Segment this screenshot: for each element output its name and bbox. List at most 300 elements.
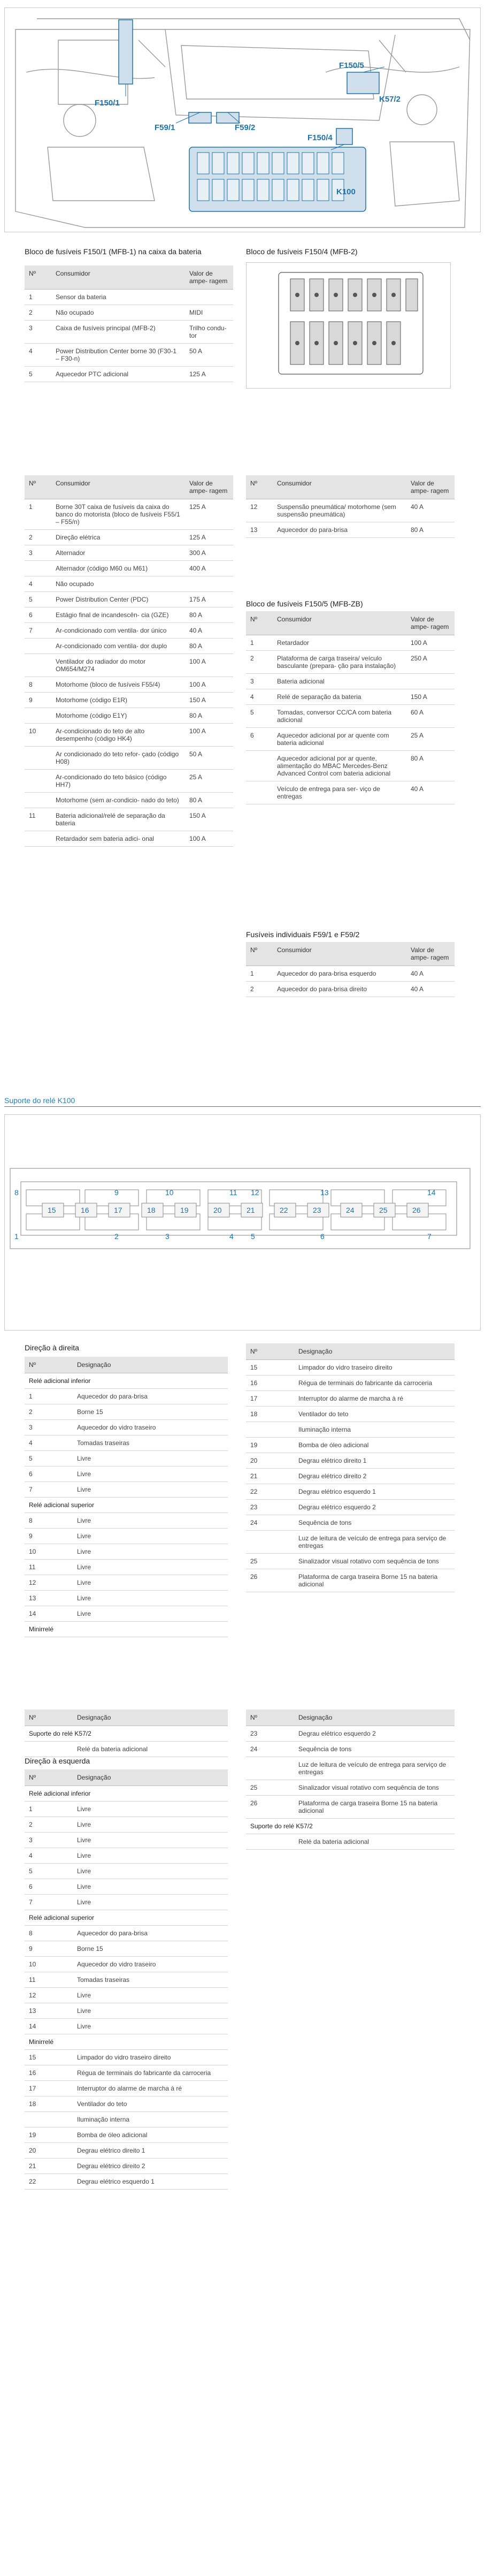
table-row [25,677,233,693]
table-cell: Livre [73,1895,228,1910]
table-cell: 22 [25,2174,73,2190]
table-cell: 250 A [406,651,455,674]
table-cell: 7 [25,1895,73,1910]
table-cell: Sequência de tons [294,1515,455,1531]
table-cell: Não ocupado [51,576,185,592]
table-cell: Aquecedor do para-brisa [273,522,406,538]
table-cell: 20 [246,1453,294,1469]
right-drive-heading: Direção à direita [25,1343,79,1352]
f59-1-fuse [189,112,211,123]
table-row [246,1757,455,1780]
table-cell: 23 [246,1500,294,1515]
f59-table [246,942,455,997]
table-header: Nº Designação [246,1343,455,1360]
table-cell: 100 A [406,635,455,651]
table-cell: Relé da bateria adicional [294,1834,455,1850]
table-row [246,1834,455,1850]
table-row [25,1373,228,1389]
left-drive-relay-table [25,1769,228,2190]
relay-number-mini: 23 [313,1206,321,1214]
table-row [246,751,455,781]
table-cell: 13 [25,1591,73,1606]
table-cell: Limpador do vidro traseiro direito [73,2050,228,2065]
table-cell: 17 [25,2081,73,2096]
table-row [25,1591,228,1606]
table-row [25,1833,228,1848]
table-header: Nº Consumidor Valor de ampe- ragem [246,942,455,966]
table-row [25,1560,228,1575]
table-cell: Livre [73,2019,228,2034]
table-cell: 8 [25,1513,73,1529]
table-row [246,674,455,689]
label-k57-2: K57/2 [379,95,401,104]
table-cell: 5 [246,705,273,728]
table-cell: 10 [25,724,51,747]
table-cell: Degrau elétrico direito 2 [294,1469,455,1484]
table-cell: Aquecedor do para-brisa [73,1389,228,1404]
table-row [246,982,455,997]
table-row [246,651,455,674]
table-cell: 22 [246,1484,294,1500]
table-cell: 80 A [406,522,455,538]
table-cell [185,290,233,305]
table-cell: Borne 15 [73,1404,228,1420]
table-cell: 40 A [406,982,455,997]
table-cell: Livre [73,1575,228,1591]
table-row [25,1529,228,1544]
table-cell: Motorhome (sem ar-condicio- nado do teto) [51,793,185,808]
table-cell: 125 A [185,367,233,382]
table-row [25,2143,228,2159]
table-cell: Bateria adicional/relé de separação da bateria [51,808,185,831]
table-cell: Sensor da bateria [51,290,185,305]
table-row [246,1515,455,1531]
f150-5-table [246,611,455,804]
relay-number-lower: 6 [320,1232,325,1241]
table-cell: Power Distribution Center borne 30 (F30-1 – F30-n) [51,344,185,367]
f150-1-heading: Bloco de fusíveis F150/1 (MFB-1) na caixa da bateria [25,247,202,256]
table-cell: Livre [73,1560,228,1575]
table-cell: Interruptor do alarme de marcha à ré [73,2081,228,2096]
table-cell: 15 [246,1360,294,1376]
table-cell: Tomadas traseiras [73,1435,228,1451]
table-row [25,693,233,708]
table-cell: 11 [25,1560,73,1575]
table-cell: Iluminação interna [294,1422,455,1438]
table-cell: 125 A [185,499,233,530]
table-row [246,1569,455,1592]
section-label: Minirrelé [25,1622,228,1637]
table-cell: Livre [73,1513,228,1529]
table-row [25,1622,228,1637]
table-cell [25,831,51,847]
table-cell: 40 A [406,781,455,804]
table-cell: Livre [73,1988,228,2003]
table-row [246,1407,455,1422]
table-cell: 4 [246,689,273,705]
f150-5-heading: Bloco de fusíveis F150/5 (MFB-ZB) [246,599,363,608]
relay-number-lower: 2 [114,1232,119,1241]
table-header: Nº Consumidor Valor de ampe- ragem [25,265,233,290]
table-cell: 25 A [185,770,233,793]
table-cell: Aquecedor do para-brisa [73,1926,228,1941]
table-row [25,1482,228,1498]
table-cell: 6 [246,728,273,751]
table-row [25,2003,228,2019]
relay-number-mini: 26 [412,1206,421,1214]
table-cell: 16 [25,2065,73,2081]
table-row [246,522,455,538]
table-cell: Suspensão pneumática/ motorhome (sem suspensão pneumática) [273,499,406,522]
table-cell: 5 [25,592,51,607]
table-cell: 20 [25,2143,73,2159]
table-row [25,545,233,561]
table-cell: 25 A [406,728,455,751]
f150-4-table-part2 [246,475,455,538]
table-row [246,1376,455,1391]
table-cell: Direção elétrica [51,530,185,545]
table-cell: Relé da bateria adicional [73,1742,228,1757]
table-cell: Sinalizador visual rotativo com sequência de tons [294,1554,455,1569]
table-cell: 26 [246,1796,294,1819]
table-row [25,2096,228,2112]
table-row [25,321,233,344]
table-cell: 100 A [185,677,233,693]
table-row [246,1796,455,1819]
table-row [246,1469,455,1484]
table-cell: Retardador sem bateria adici- onal [51,831,185,847]
table-cell: Degrau elétrico direito 1 [73,2143,228,2159]
table-row [25,344,233,367]
table-row [25,2174,228,2190]
table-cell: 1 [25,499,51,530]
table-cell: Iluminação interna [73,2112,228,2127]
table-header: Nº Consumidor Valor de ampe- ragem [25,475,233,499]
table-cell: 10 [25,1544,73,1560]
table-row [25,793,233,808]
table-cell: Ventilador do teto [294,1407,455,1422]
table-cell: Livre [73,1848,228,1864]
relay-number-mini: 22 [280,1206,288,1214]
table-cell: Ar-condicionado do teto básico (código HH7) [51,770,185,793]
table-cell: 40 A [406,499,455,522]
table-cell: Ar condicionado do teto refor- çado (código H08) [51,747,185,770]
right-drive-minirelay-table [246,1343,455,1592]
label-f59-1: F59/1 [155,123,175,132]
table-row [25,1972,228,1988]
table-row [25,1544,228,1560]
table-row [246,635,455,651]
table-cell: 300 A [185,545,233,561]
table-cell: 14 [25,1606,73,1622]
section-label: Relé adicional superior [25,1498,228,1513]
table-cell: 80 A [185,793,233,808]
table-cell: 12 [246,499,273,522]
table-cell [25,639,51,654]
f150-4-heading: Bloco de fusíveis F150/4 (MFB-2) [246,247,358,256]
table-cell: 2 [25,305,51,321]
table-cell: Borne 30T caixa de fusíveis da caixa do banco do motorista (bloco de fusíveis F55/1 – F55/n) [51,499,185,530]
table-cell: 1 [25,290,51,305]
table-cell: Alternador [51,545,185,561]
table-cell: 23 [246,1726,294,1742]
table-cell: 80 A [406,751,455,781]
table-row [25,592,233,607]
table-row [25,639,233,654]
table-cell: 80 A [185,607,233,623]
table-row [25,1451,228,1466]
table-row [25,2081,228,2096]
table-row [246,1531,455,1554]
table-cell: 9 [25,1529,73,1544]
k100-relay-figure [4,1114,481,1331]
table-cell: 5 [25,1451,73,1466]
table-cell [246,751,273,781]
table-cell: Caixa de fusíveis principal (MFB-2) [51,321,185,344]
label-k100: K100 [336,187,356,196]
table-row [25,367,233,382]
table-row [25,1957,228,1972]
table-row [25,770,233,793]
relay-number-lower: 3 [165,1232,170,1241]
table-row [25,1435,228,1451]
table-cell: Degrau elétrico esquerdo 2 [294,1726,455,1742]
table-cell: Livre [73,1864,228,1879]
table-row [25,576,233,592]
table-row [246,1742,455,1757]
table-cell: 3 [25,1833,73,1848]
table-cell: Sequência de tons [294,1742,455,1757]
table-row [246,1391,455,1407]
relay-number-upper: 9 [114,1188,119,1197]
table-cell: 17 [246,1391,294,1407]
relay-number-upper: 8 [14,1188,19,1197]
right-drive-k57-table [25,1709,228,1757]
table-row [25,1988,228,2003]
table-row [25,1404,228,1420]
table-row [246,1726,455,1742]
table-row [25,1817,228,1833]
table-cell: 10 [25,1957,73,1972]
table-row [25,2127,228,2143]
section-label: Suporte do relé K57/2 [246,1819,455,1834]
left-drive-heading: Direção à esquerda [25,1757,90,1765]
label-f150-5: F150/5 [339,61,364,70]
table-row [25,1389,228,1404]
table-cell: 40 A [185,623,233,639]
table-cell: 100 A [185,831,233,847]
table-cell: 13 [246,522,273,538]
table-row [246,781,455,804]
relay-number-mini: 15 [48,1206,56,1214]
table-row [246,1819,455,1834]
table-row [25,1498,228,1513]
table-cell: Ar-condicionado com ventila- dor único [51,623,185,639]
table-cell [246,1531,294,1554]
table-cell: Aquecedor do vidro traseiro [73,1957,228,1972]
table-cell: 21 [246,1469,294,1484]
table-cell: Aquecedor do para-brisa direito [273,982,406,997]
table-cell: 4 [25,576,51,592]
table-header: Nº Consumidor Valor de ampe- ragem [246,611,455,635]
table-cell: Livre [73,1802,228,1817]
table-cell: 5 [25,367,51,382]
k100-relay-support-link[interactable]: Suporte do relé K100 [4,1096,481,1107]
table-row [25,1910,228,1926]
table-cell [406,674,455,689]
relay-number-lower: 4 [229,1232,234,1241]
table-cell: Bomba de óleo adicional [294,1438,455,1453]
table-cell: Interruptor do alarme de marcha à ré [294,1391,455,1407]
relay-number-upper: 14 [427,1188,436,1197]
table-cell [246,1422,294,1438]
table-cell: Luz de leitura de veículo de entrega para serviço de entregas [294,1757,455,1780]
table-cell: 15 [25,2050,73,2065]
table-cell: Relé de separação da bateria [273,689,406,705]
table-row [25,1926,228,1941]
table-cell: 400 A [185,561,233,576]
table-cell: 19 [25,2127,73,2143]
relay-number-lower: 7 [427,1232,432,1241]
table-cell: 1 [25,1802,73,1817]
table-cell: 60 A [406,705,455,728]
table-cell: Régua de terminais do fabricante da carroceria [294,1376,455,1391]
table-cell: 13 [25,2003,73,2019]
table-header: Nº Designação [246,1709,455,1726]
table-cell [25,770,51,793]
table-cell: Borne 15 [73,1941,228,1957]
f59-heading: Fusíveis individuais F59/1 e F59/2 [246,930,360,939]
table-cell: 2 [25,1404,73,1420]
table-cell: Livre [73,2003,228,2019]
table-cell: Limpador do vidro traseiro direito [294,1360,455,1376]
f150-1-table [25,265,233,382]
table-cell: Estágio final de incandescên- cia (GZE) [51,607,185,623]
table-row [25,1513,228,1529]
table-cell: Aquecedor adicional por ar quente, alimentação do MBAC Mercedes-Benz Advanced Control com bateria adicional [273,751,406,781]
f59-2-fuse [217,112,239,123]
table-header: Nº Designação [25,1357,228,1373]
table-row [25,290,233,305]
table-row [246,1438,455,1453]
relay-number-mini: 19 [180,1206,189,1214]
table-cell: 12 [25,1988,73,2003]
table-cell: 24 [246,1515,294,1531]
table-cell: 80 A [185,708,233,724]
table-row [246,1554,455,1569]
table-cell: 50 A [185,747,233,770]
table-row [25,1575,228,1591]
table-cell: Degrau elétrico esquerdo 1 [294,1484,455,1500]
relay-number-mini: 25 [379,1206,388,1214]
section-label: Relé adicional inferior [25,1373,228,1389]
table-row [25,1420,228,1435]
f150-4-figure [246,262,451,389]
table-cell [25,793,51,808]
label-f150-1: F150/1 [95,98,120,108]
table-cell: 40 A [406,966,455,982]
table-cell [246,1757,294,1780]
table-row [25,808,233,831]
table-row [25,708,233,724]
k100-relay-drawing [5,1115,480,1330]
table-cell: 80 A [185,639,233,654]
table-row [25,724,233,747]
table-cell: Sinalizador visual rotativo com sequência de tons [294,1780,455,1796]
relay-number-mini: 24 [346,1206,355,1214]
table-cell: MIDI [185,305,233,321]
relay-number-upper: 10 [165,1188,174,1197]
table-cell: Tomadas traseiras [73,1972,228,1988]
table-cell: 8 [25,677,51,693]
relay-number-mini: 17 [114,1206,122,1214]
table-cell: Livre [73,1833,228,1848]
table-cell: Motorhome (código E1R) [51,693,185,708]
table-cell: 175 A [185,592,233,607]
table-cell: Livre [73,1529,228,1544]
table-cell: Livre [73,1466,228,1482]
relay-number-mini: 16 [81,1206,89,1214]
table-cell: 2 [246,651,273,674]
table-cell: 12 [25,1575,73,1591]
table-cell: 6 [25,1466,73,1482]
table-cell [25,2112,73,2127]
table-row [25,1606,228,1622]
table-cell: 3 [25,545,51,561]
fuse-location-drawing [5,8,480,232]
table-row [25,831,233,847]
table-row [25,1466,228,1482]
table-row [246,689,455,705]
table-cell: 100 A [185,724,233,747]
table-cell: 150 A [185,808,233,831]
table-row [25,2065,228,2081]
table-cell: 1 [246,966,273,982]
table-cell: 3 [25,1420,73,1435]
table-cell: 3 [246,674,273,689]
f150-4-drawing [247,263,450,388]
table-header: Nº Designação [25,1769,228,1786]
relay-number-upper: 12 [251,1188,259,1197]
table-cell: Livre [73,1606,228,1622]
table-cell: Aquecedor do para-brisa esquerdo [273,966,406,982]
table-cell [25,1742,73,1757]
section-label: Relé adicional inferior [25,1786,228,1802]
table-row [246,728,455,751]
table-cell: Aquecedor do vidro traseiro [73,1420,228,1435]
table-row [25,2050,228,2065]
table-cell: 4 [25,1435,73,1451]
table-cell: 1 [246,635,273,651]
table-cell: 25 [246,1780,294,1796]
table-row [246,1422,455,1438]
table-cell: Aquecedor adicional por ar quente com bateria adicional [273,728,406,751]
table-cell [25,708,51,724]
table-row [246,966,455,982]
table-cell: 8 [25,1926,73,1941]
fuse-location-figure [4,7,481,232]
table-row [25,1786,228,1802]
table-cell: Livre [73,1817,228,1833]
table-cell: 9 [25,693,51,708]
table-cell: 6 [25,607,51,623]
table-cell: Degrau elétrico direito 1 [294,1453,455,1469]
table-row [25,623,233,639]
table-cell: Livre [73,1482,228,1498]
table-cell: Bateria adicional [273,674,406,689]
table-cell: 16 [246,1376,294,1391]
table-cell: Plataforma de carga traseira/ veículo basculante (prepara- ção para instalação) [273,651,406,674]
